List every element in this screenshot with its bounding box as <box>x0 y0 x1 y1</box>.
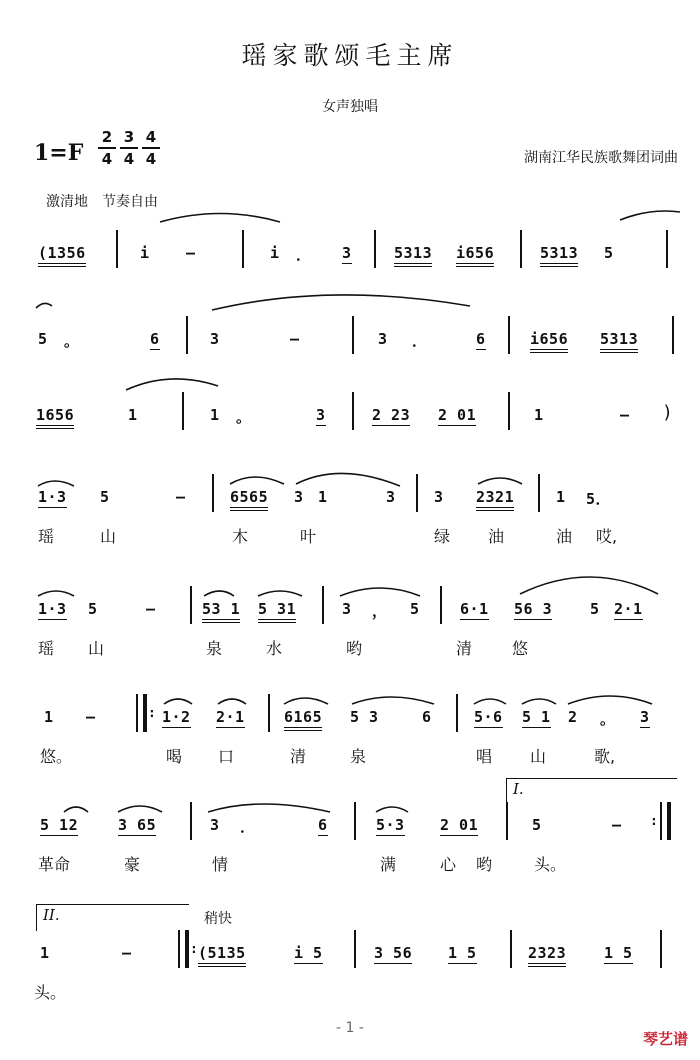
repeat-start-bar <box>178 930 189 968</box>
lyric: 满 <box>380 855 397 874</box>
score-system-2 <box>0 308 700 356</box>
lyric: 哟 <box>346 639 363 658</box>
note: – <box>620 406 630 424</box>
lyric: 清 <box>290 747 307 766</box>
note: 3 <box>378 330 388 348</box>
note-group: 6565 <box>230 488 268 511</box>
lyric: 头。 <box>34 983 67 1002</box>
note-group: 5·6 <box>474 708 503 726</box>
volta-label-2: II. <box>43 906 60 924</box>
lyric: 悠。 <box>40 747 73 766</box>
note-group: 1 5 <box>448 944 477 962</box>
note: 5 <box>38 330 48 348</box>
repeat-dots: : <box>148 706 157 721</box>
lyric: 歌, <box>594 747 616 766</box>
repeat-dots: : <box>650 814 659 829</box>
bar-line <box>520 230 522 268</box>
page-number: - 1 - <box>336 1020 364 1036</box>
score-system-5 <box>0 578 700 658</box>
note: – <box>86 708 96 726</box>
note: – <box>176 488 186 506</box>
closing-paren: ) <box>662 402 674 423</box>
note-group: 5313 <box>600 330 638 353</box>
lyric: 豪 <box>124 855 141 874</box>
note: 。 <box>600 710 616 728</box>
note: 3 <box>386 488 396 506</box>
bar-line <box>510 930 512 968</box>
lyric: 革命 <box>38 855 71 874</box>
site-logo: 琴艺谱 <box>642 1030 688 1048</box>
score-system-3 <box>0 384 700 432</box>
lyric: 泉 <box>206 639 223 658</box>
tempo-marking: 激清地 节奏自由 <box>46 194 158 210</box>
bar-line <box>186 316 188 354</box>
note-group: 5313 <box>540 244 578 267</box>
song-title: 瑶家歌颂毛主席 <box>241 41 459 70</box>
lyric: 木 <box>232 527 249 546</box>
note: ． <box>412 332 428 350</box>
bar-line <box>354 802 356 840</box>
note: 6 <box>422 708 432 726</box>
note: 5 <box>410 600 420 618</box>
bar-line <box>354 930 356 968</box>
score-system-4 <box>0 466 700 546</box>
bar-line <box>538 474 540 512</box>
lyric: 哟 <box>476 855 493 874</box>
note-group: i 5 <box>294 944 323 962</box>
note: i <box>140 244 150 262</box>
note: 3 <box>434 488 444 506</box>
bar-line <box>212 474 214 512</box>
note: 5 <box>100 488 110 506</box>
note-group: 1·2 <box>162 708 191 726</box>
note-group: 2·1 <box>216 708 245 726</box>
lyric: 山 <box>100 527 117 546</box>
score-system-7 <box>0 794 700 874</box>
bar-line <box>456 694 458 732</box>
note: – <box>612 816 622 834</box>
note-group: 3 56 <box>374 944 413 962</box>
note: – <box>122 944 132 962</box>
note-group: (1356 <box>38 244 86 267</box>
note: 5 3 <box>350 708 379 726</box>
lyric: 唱 <box>476 747 493 766</box>
note: 3 <box>210 816 220 834</box>
note: 5 <box>88 600 98 618</box>
note-group: 1656 <box>36 406 74 429</box>
note-group: 5 1 <box>522 708 551 726</box>
lyric: 哎, <box>596 527 618 546</box>
note-group: 1·3 <box>38 600 67 618</box>
lyric: 瑶 <box>38 527 55 546</box>
note-group: 3 65 <box>118 816 157 834</box>
note-group: 6165 <box>284 708 322 731</box>
note: 6 <box>150 330 160 348</box>
score-system-1 <box>0 222 700 270</box>
lyric: 山 <box>88 639 105 658</box>
note: – <box>186 244 196 262</box>
bar-line <box>508 392 510 430</box>
lyric: 瑶 <box>38 639 55 658</box>
lyric: 心 <box>440 855 457 874</box>
composer-credit: 湖南江华民族歌舞团词曲 <box>524 150 678 166</box>
note: 5 <box>590 600 600 618</box>
lyric: 水 <box>266 639 283 658</box>
note: 3 <box>294 488 304 506</box>
volta-label-1: I. <box>513 780 524 798</box>
note: 3 <box>640 708 650 726</box>
bar-line <box>352 316 354 354</box>
note: 5． <box>586 490 612 508</box>
bar-line <box>660 930 662 968</box>
note-group: 2 01 <box>438 406 477 424</box>
bar-line <box>416 474 418 512</box>
meter-4-4: 4 4 <box>142 128 160 168</box>
note-group: 1 5 <box>604 944 633 962</box>
note: ． <box>240 818 256 836</box>
note: 3 <box>342 600 352 618</box>
lyric: 情 <box>212 855 229 874</box>
note-group: 5 12 <box>40 816 79 834</box>
note: 3 <box>316 406 326 424</box>
bar-line <box>116 230 118 268</box>
lyric: 绿 <box>434 527 451 546</box>
note: ， <box>372 602 388 620</box>
bar-line <box>440 586 442 624</box>
song-subtitle: 女声独唱 <box>322 99 378 115</box>
note-group: i656 <box>530 330 568 353</box>
score-system-8 <box>0 922 700 1002</box>
bar-line <box>508 316 510 354</box>
note-group: 2321 <box>476 488 514 511</box>
note: 1 <box>556 488 566 506</box>
bar-line <box>506 802 508 840</box>
note: 2 <box>568 708 578 726</box>
lyric: 油 <box>488 527 505 546</box>
lyric: 叶 <box>300 527 317 546</box>
note: 6 <box>476 330 486 348</box>
note-group: 2323 <box>528 944 566 967</box>
note: 1 <box>128 406 138 424</box>
repeat-end-bar <box>660 802 671 840</box>
note: 5 <box>532 816 542 834</box>
note: 。 <box>236 408 252 426</box>
note-group: 56 3 <box>514 600 553 618</box>
key-signature: 1=F <box>34 140 84 166</box>
lyric: 喝 <box>166 747 183 766</box>
bar-line <box>666 230 668 268</box>
note: 5 <box>604 244 614 262</box>
note: 1 <box>318 488 328 506</box>
bar-line <box>182 392 184 430</box>
bar-line <box>352 392 354 430</box>
bar-line <box>268 694 270 732</box>
note-group: 5·3 <box>376 816 405 834</box>
bar-line <box>190 802 192 840</box>
bar-line <box>322 586 324 624</box>
lyric: 山 <box>530 747 547 766</box>
note: 1 <box>44 708 54 726</box>
note: – <box>290 330 300 348</box>
note-group: 2 01 <box>440 816 479 834</box>
note-group: 6·1 <box>460 600 489 618</box>
bar-line <box>190 586 192 624</box>
note-group: 5313 <box>394 244 432 267</box>
note: 。 <box>64 332 80 350</box>
tempo-marking-faster: 稍快 <box>204 911 232 927</box>
note-group: 2·1 <box>614 600 643 618</box>
lyric: 悠 <box>512 639 529 658</box>
lyric: 口 <box>218 747 235 766</box>
note: 1 <box>40 944 50 962</box>
note-group: (5135 <box>198 944 246 967</box>
note-group: 5 31 <box>258 600 296 623</box>
note-group: i656 <box>456 244 494 267</box>
note: i <box>270 244 280 262</box>
meter-2-4: 2 4 <box>98 128 116 168</box>
note: 1 <box>534 406 544 424</box>
note-group: 1·3 <box>38 488 67 506</box>
note: 3 <box>342 244 352 262</box>
note: 1 <box>210 406 220 424</box>
note: 3 <box>210 330 220 348</box>
bar-line <box>374 230 376 268</box>
bar-line <box>242 230 244 268</box>
score-system-6 <box>0 686 700 766</box>
repeat-dots: : <box>190 942 199 957</box>
note-group: 2 23 <box>372 406 411 424</box>
note: ． <box>296 246 312 264</box>
note: – <box>146 600 156 618</box>
lyric: 泉 <box>350 747 367 766</box>
bar-line <box>672 316 674 354</box>
note: 6 <box>318 816 328 834</box>
repeat-start-bar <box>136 694 147 732</box>
note-group: 53 1 <box>202 600 240 623</box>
lyric: 清 <box>456 639 473 658</box>
lyric: 头。 <box>534 855 567 874</box>
meter-3-4: 3 4 <box>120 128 138 168</box>
lyric: 油 <box>556 527 573 546</box>
